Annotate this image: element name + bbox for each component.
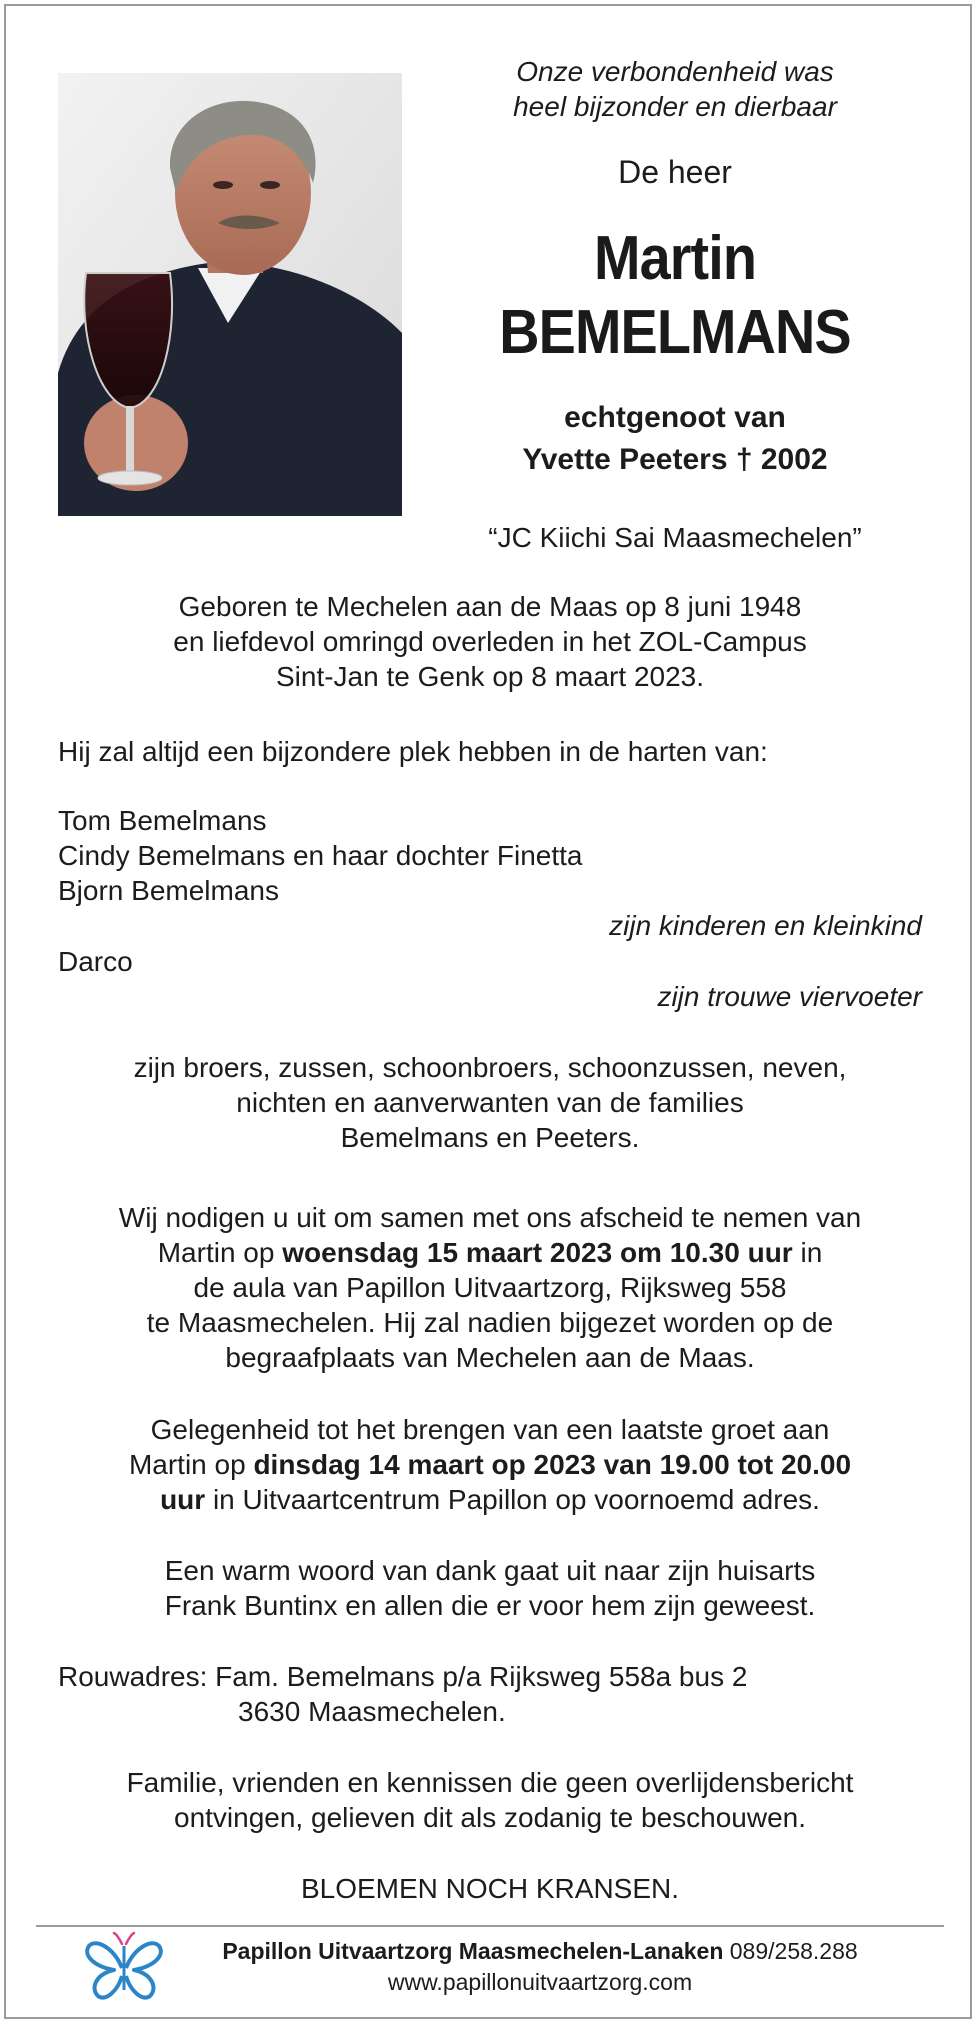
children-caption: zijn kinderen en kleinkind (609, 910, 922, 941)
thanks-line-1: Een warm woord van dank gaat uit naar zijn huisarts (164, 1555, 816, 1586)
funeral-line-2: Martin op woensdag 15 maart 2023 om 10.30 uur in (157, 1237, 823, 1268)
company-website[interactable]: www.papillonuitvaartzorg.com (387, 1969, 693, 1995)
relatives-line-1: zijn broers, zussen, schoonbroers, schoonzussen, neven, (133, 1052, 847, 1083)
title-honorific: De heer (618, 154, 732, 190)
club-name: “JC Kiichi Sai Maasmechelen” (488, 522, 862, 553)
flowers-notice: BLOEMEN NOCH KRANSEN. (300, 1873, 680, 1904)
company-name: Papillon Uitvaartzorg Maasmechelen-Lanaken (222, 1938, 724, 1964)
notice-line-1: Familie, vrienden en kennissen die geen overlijdensbericht (126, 1767, 854, 1798)
child-name: Bjorn Bemelmans (58, 875, 279, 906)
footer-company-line (180, 1936, 900, 1966)
relatives-line-2: nichten en aanverwanten van de families (236, 1087, 744, 1118)
address-line-2: 3630 Maasmechelen. (238, 1696, 506, 1727)
thanks-line-2: Frank Buntinx en allen die er voor hem zijn geweest. (164, 1590, 816, 1621)
family-intro: Hij zal altijd een bijzondere plek hebben in de harten van: (58, 736, 768, 767)
funeral-line-1: Wij nodigen u uit om samen met ons afscheid te nemen van (118, 1202, 862, 1233)
quote-line-2: heel bijzonder en dierbaar (513, 91, 837, 122)
visitation-datetime: dinsdag 14 maart op 2023 van 19.00 tot 20.00 (253, 1449, 852, 1480)
first-name: Martin (594, 224, 756, 293)
visitation-line-1: Gelegenheid tot het brengen van een laatste groet aan (150, 1414, 830, 1445)
spouse-line-2: Yvette Peeters † 2002 (522, 443, 828, 476)
quote-line-1: Onze verbondenheid was (516, 56, 834, 87)
birth-line-3: Sint-Jan te Genk op 8 maart 2023. (275, 661, 705, 692)
relatives-line-3: Bemelmans en Peeters. (340, 1122, 640, 1153)
pet-caption: zijn trouwe viervoeter (657, 981, 922, 1012)
pet-name: Darco (58, 946, 133, 977)
butterfly-icon (84, 1930, 164, 2006)
last-name: BEMELMANS (499, 298, 851, 367)
footer-divider (36, 1925, 944, 1927)
visitation-line-3: uur in Uitvaartcentrum Papillon op voornoemd adres. (160, 1484, 820, 1515)
funeral-line-4: te Maasmechelen. Hij zal nadien bijgezet worden op de (146, 1307, 834, 1338)
funeral-datetime: woensdag 15 maart 2023 om 10.30 uur (282, 1237, 793, 1268)
address-line-1: Rouwadres: Fam. Bemelmans p/a Rijksweg 558a bus 2 (58, 1661, 748, 1692)
child-name: Cindy Bemelmans en haar dochter Finetta (58, 840, 583, 871)
spouse-line-1: echtgenoot van (564, 401, 786, 434)
funeral-line-5: begraafplaats van Mechelen aan de Maas. (225, 1342, 755, 1373)
company-phone: 089/258.288 (723, 1938, 858, 1964)
child-name: Tom Bemelmans (58, 805, 267, 836)
funeral-line-3: de aula van Papillon Uitvaartzorg, Rijksweg 558 (193, 1272, 787, 1303)
notice-line-2: ontvingen, gelieven dit als zodanig te beschouwen. (174, 1802, 806, 1833)
birth-line-2: en liefdevol omringd overleden in het ZOL-Campus (173, 626, 807, 657)
portrait-photo (58, 73, 402, 516)
birth-line-1: Geboren te Mechelen aan de Maas op 8 juni 1948 (178, 591, 802, 622)
visitation-line-2: Martin op dinsdag 14 maart op 2023 van 19.00 tot 20.00 (128, 1449, 852, 1480)
